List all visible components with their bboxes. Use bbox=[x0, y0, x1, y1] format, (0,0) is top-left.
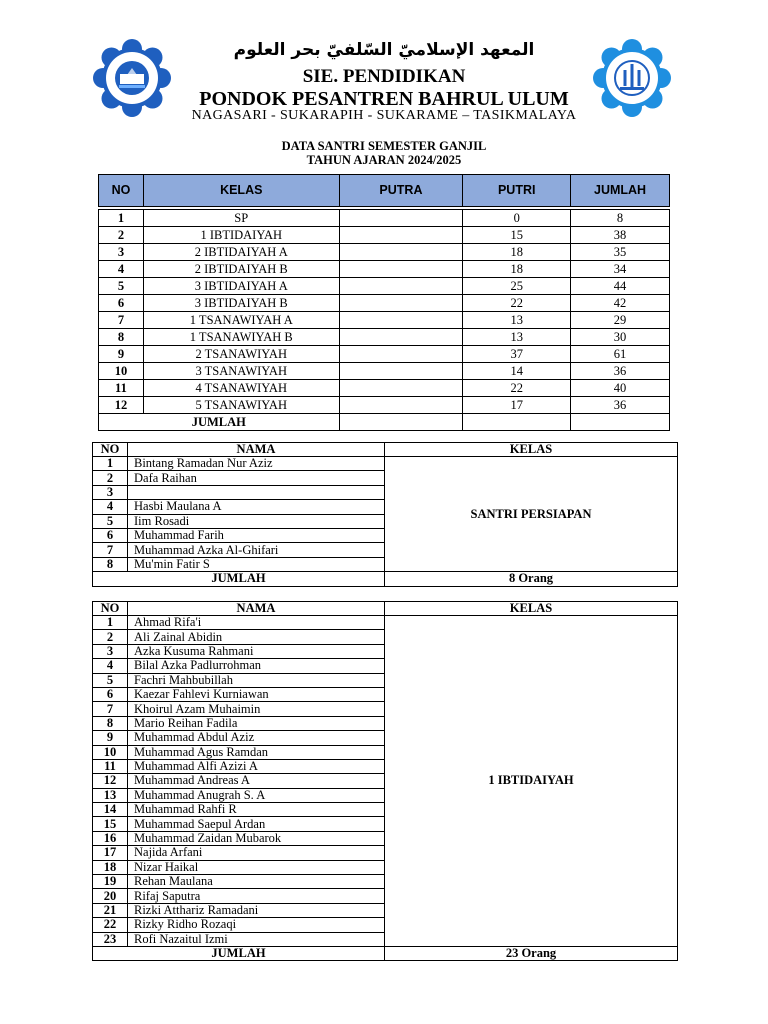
cell-putri: 0 bbox=[463, 210, 571, 227]
cell-no: 12 bbox=[99, 397, 144, 414]
table-header-row bbox=[93, 602, 678, 616]
table-header-row bbox=[93, 443, 678, 457]
cell-putri: 25 bbox=[463, 278, 571, 295]
cell-no: 7 bbox=[93, 543, 128, 557]
cell-jumlah: 30 bbox=[571, 329, 670, 346]
cell-no: 11 bbox=[93, 759, 128, 773]
cell-putra bbox=[339, 295, 463, 312]
cell-no: 17 bbox=[93, 846, 128, 860]
total-row bbox=[99, 414, 670, 431]
cell-nama: Najida Arfani bbox=[128, 846, 385, 860]
cell-jumlah: 38 bbox=[571, 227, 670, 244]
cell-kelas: 4 TSANAWIYAH bbox=[143, 380, 339, 397]
letterhead bbox=[0, 0, 768, 135]
cell-no: 23 bbox=[93, 932, 128, 946]
cell-nama: Muhammad Alfi Azizi A bbox=[128, 759, 385, 773]
cell-nama: Nizar Haikal bbox=[128, 860, 385, 874]
total-putra bbox=[339, 414, 463, 431]
cell-putri: 15 bbox=[463, 227, 571, 244]
col-header-jumlah: JUMLAH bbox=[571, 175, 670, 207]
total-row bbox=[93, 946, 678, 960]
cell-kelas: 1 IBTIDAIYAH bbox=[143, 227, 339, 244]
cell-putra bbox=[339, 397, 463, 414]
cell-no: 6 bbox=[99, 295, 144, 312]
cell-no: 7 bbox=[99, 312, 144, 329]
table-row bbox=[99, 210, 670, 227]
cell-nama: Muhammad Andreas A bbox=[128, 774, 385, 788]
total-label: JUMLAH bbox=[93, 946, 385, 960]
cell-putra bbox=[339, 329, 463, 346]
cell-no: 9 bbox=[99, 346, 144, 363]
cell-kelas: 2 TSANAWIYAH bbox=[143, 346, 339, 363]
cell-no: 9 bbox=[93, 731, 128, 745]
cell-putra bbox=[339, 346, 463, 363]
cell-no: 21 bbox=[93, 903, 128, 917]
cell-nama: Azka Kusuma Rahmani bbox=[128, 644, 385, 658]
table-row bbox=[99, 346, 670, 363]
cell-no: 4 bbox=[99, 261, 144, 278]
cell-no: 2 bbox=[93, 471, 128, 485]
cell-no: 3 bbox=[93, 485, 128, 499]
total-putri bbox=[463, 414, 571, 431]
cell-nama: Bilal Azka Padlurrohman bbox=[128, 659, 385, 673]
school-seal-right-logo bbox=[592, 38, 672, 118]
cell-nama: Rizki Atthariz Ramadani bbox=[128, 903, 385, 917]
cell-jumlah: 29 bbox=[571, 312, 670, 329]
cell-nama: Rifaj Saputra bbox=[128, 889, 385, 903]
total-value: 8 Orang bbox=[385, 572, 678, 586]
cell-kelas: SP bbox=[143, 210, 339, 227]
cell-no: 11 bbox=[99, 380, 144, 397]
cell-nama: Bintang Ramadan Nur Aziz bbox=[128, 457, 385, 471]
table-row bbox=[99, 380, 670, 397]
cell-putri: 18 bbox=[463, 261, 571, 278]
cell-no: 1 bbox=[99, 210, 144, 227]
cell-no: 7 bbox=[93, 702, 128, 716]
cell-no: 20 bbox=[93, 889, 128, 903]
col-header-nama: NAMA bbox=[128, 443, 385, 457]
col-header-no: NO bbox=[99, 175, 144, 207]
cell-putra bbox=[339, 363, 463, 380]
cell-no: 19 bbox=[93, 875, 128, 889]
section-title: SIE. PENDIDIKAN bbox=[302, 66, 466, 87]
cell-putra bbox=[339, 227, 463, 244]
cell-no: 2 bbox=[99, 227, 144, 244]
cell-putri: 17 bbox=[463, 397, 571, 414]
cell-no: 5 bbox=[99, 278, 144, 295]
cell-kelas: 3 TSANAWIYAH bbox=[143, 363, 339, 380]
cell-nama: Muhammad Saepul Ardan bbox=[128, 817, 385, 831]
cell-nama: Ali Zainal Abidin bbox=[128, 630, 385, 644]
col-header-no: NO bbox=[93, 602, 128, 616]
table-row bbox=[99, 397, 670, 414]
cell-no: 15 bbox=[93, 817, 128, 831]
total-label: JUMLAH bbox=[93, 572, 385, 586]
cell-no: 8 bbox=[99, 329, 144, 346]
cell-jumlah: 42 bbox=[571, 295, 670, 312]
cell-no: 6 bbox=[93, 687, 128, 701]
cell-nama: Mu'min Fatir S bbox=[128, 557, 385, 571]
cell-no: 8 bbox=[93, 716, 128, 730]
cell-no: 16 bbox=[93, 831, 128, 845]
cell-nama: Fachri Mahbubillah bbox=[128, 673, 385, 687]
cell-no: 1 bbox=[93, 457, 128, 471]
cell-no: 6 bbox=[93, 528, 128, 542]
cell-jumlah: 35 bbox=[571, 244, 670, 261]
santri-persiapan-table bbox=[92, 442, 678, 587]
table-row bbox=[99, 244, 670, 261]
table-row bbox=[99, 295, 670, 312]
cell-jumlah: 44 bbox=[571, 278, 670, 295]
cell-no: 10 bbox=[93, 745, 128, 759]
cell-no: 2 bbox=[93, 630, 128, 644]
cell-kelas: 2 IBTIDAIYAH B bbox=[143, 261, 339, 278]
cell-nama: Mario Reihan Fadila bbox=[128, 716, 385, 730]
cell-nama: Rofi Nazaitul Izmi bbox=[128, 932, 385, 946]
total-value: 23 Orang bbox=[385, 946, 678, 960]
cell-nama: Muhammad Zaidan Mubarok bbox=[128, 831, 385, 845]
cell-nama: Muhammad Farih bbox=[128, 528, 385, 542]
cell-jumlah: 34 bbox=[571, 261, 670, 278]
cell-no: 4 bbox=[93, 659, 128, 673]
cell-no: 13 bbox=[93, 788, 128, 802]
cell-nama: Ahmad Rifa'i bbox=[128, 616, 385, 630]
cell-nama: Muhammad Rahfi R bbox=[128, 803, 385, 817]
table-row bbox=[93, 616, 678, 630]
cell-no: 5 bbox=[93, 514, 128, 528]
cell-putri: 13 bbox=[463, 329, 571, 346]
class-summary-table bbox=[98, 174, 670, 431]
cell-kelas: 1 TSANAWIYAH A bbox=[143, 312, 339, 329]
cell-putra bbox=[339, 278, 463, 295]
cell-putra bbox=[339, 261, 463, 278]
total-row bbox=[93, 572, 678, 586]
table-row bbox=[99, 278, 670, 295]
cell-jumlah: 36 bbox=[571, 363, 670, 380]
cell-jumlah: 61 bbox=[571, 346, 670, 363]
table-row bbox=[99, 312, 670, 329]
cell-putra bbox=[339, 380, 463, 397]
cell-putra bbox=[339, 312, 463, 329]
cell-no: 18 bbox=[93, 860, 128, 874]
cell-nama: Kaezar Fahlevi Kurniawan bbox=[128, 687, 385, 701]
cell-kelas: 1 TSANAWIYAH B bbox=[143, 329, 339, 346]
col-header-putri: PUTRI bbox=[463, 175, 571, 207]
cell-jumlah: 36 bbox=[571, 397, 670, 414]
col-header-no: NO bbox=[93, 443, 128, 457]
cell-no: 4 bbox=[93, 500, 128, 514]
cell-jumlah: 8 bbox=[571, 210, 670, 227]
table-row bbox=[93, 457, 678, 471]
cell-no: 10 bbox=[99, 363, 144, 380]
cell-putri: 22 bbox=[463, 295, 571, 312]
cell-nama: Muhammad Azka Al-Ghifari bbox=[128, 543, 385, 557]
table-row bbox=[99, 329, 670, 346]
document-title: DATA SANTRI SEMESTER GANJIL bbox=[281, 139, 487, 153]
cell-no: 1 bbox=[93, 616, 128, 630]
cell-kelas: 1 IBTIDAIYAH bbox=[385, 616, 678, 947]
cell-nama: Muhammad Abdul Aziz bbox=[128, 731, 385, 745]
col-header-kelas: KELAS bbox=[385, 443, 678, 457]
cell-putri: 37 bbox=[463, 346, 571, 363]
cell-putri: 14 bbox=[463, 363, 571, 380]
cell-nama: Muhammad Agus Ramdan bbox=[128, 745, 385, 759]
cell-no: 22 bbox=[93, 918, 128, 932]
col-header-nama: NAMA bbox=[128, 602, 385, 616]
cell-nama: Iim Rosadi bbox=[128, 514, 385, 528]
cell-kelas: SANTRI PERSIAPAN bbox=[385, 457, 678, 572]
cell-no: 5 bbox=[93, 673, 128, 687]
cell-putra bbox=[339, 210, 463, 227]
table-header-row bbox=[99, 175, 670, 207]
institution-name: PONDOK PESANTREN BAHRUL ULUM bbox=[199, 88, 569, 110]
total-label: JUMLAH bbox=[99, 414, 340, 431]
col-header-kelas: KELAS bbox=[143, 175, 339, 207]
cell-kelas: 3 IBTIDAIYAH B bbox=[143, 295, 339, 312]
cell-nama: Khoirul Azam Muhaimin bbox=[128, 702, 385, 716]
cell-kelas: 5 TSANAWIYAH bbox=[143, 397, 339, 414]
cell-nama bbox=[128, 485, 385, 499]
cell-putri: 13 bbox=[463, 312, 571, 329]
cell-no: 3 bbox=[93, 644, 128, 658]
cell-kelas: 2 IBTIDAIYAH A bbox=[143, 244, 339, 261]
cell-no: 14 bbox=[93, 803, 128, 817]
cell-nama: Dafa Raihan bbox=[128, 471, 385, 485]
col-header-putra: PUTRA bbox=[339, 175, 463, 207]
cell-putra bbox=[339, 244, 463, 261]
col-header-kelas: KELAS bbox=[385, 602, 678, 616]
cell-nama: Muhammad Anugrah S. A bbox=[128, 788, 385, 802]
table-row bbox=[99, 363, 670, 380]
ibtidaiyah-1-table bbox=[92, 601, 678, 961]
cell-nama: Hasbi Maulana A bbox=[128, 500, 385, 514]
cell-no: 12 bbox=[93, 774, 128, 788]
cell-nama: Rehan Maulana bbox=[128, 875, 385, 889]
cell-jumlah: 40 bbox=[571, 380, 670, 397]
table-row bbox=[99, 261, 670, 278]
table-row bbox=[99, 227, 670, 244]
arabic-institution-name: المعهد الإسلاميّ السّلفيّ بحر العلوم bbox=[233, 40, 535, 60]
cell-no: 8 bbox=[93, 557, 128, 571]
cell-putri: 22 bbox=[463, 380, 571, 397]
cell-no: 3 bbox=[99, 244, 144, 261]
institution-address: NAGASARI - SUKARAPIH - SUKARAME – TASIKMALAYA bbox=[191, 108, 577, 123]
total-jumlah bbox=[571, 414, 670, 431]
academic-year: TAHUN AJARAN 2024/2025 bbox=[306, 153, 462, 167]
cell-nama: Rizky Ridho Rozaqi bbox=[128, 918, 385, 932]
cell-kelas: 3 IBTIDAIYAH A bbox=[143, 278, 339, 295]
cell-putri: 18 bbox=[463, 244, 571, 261]
